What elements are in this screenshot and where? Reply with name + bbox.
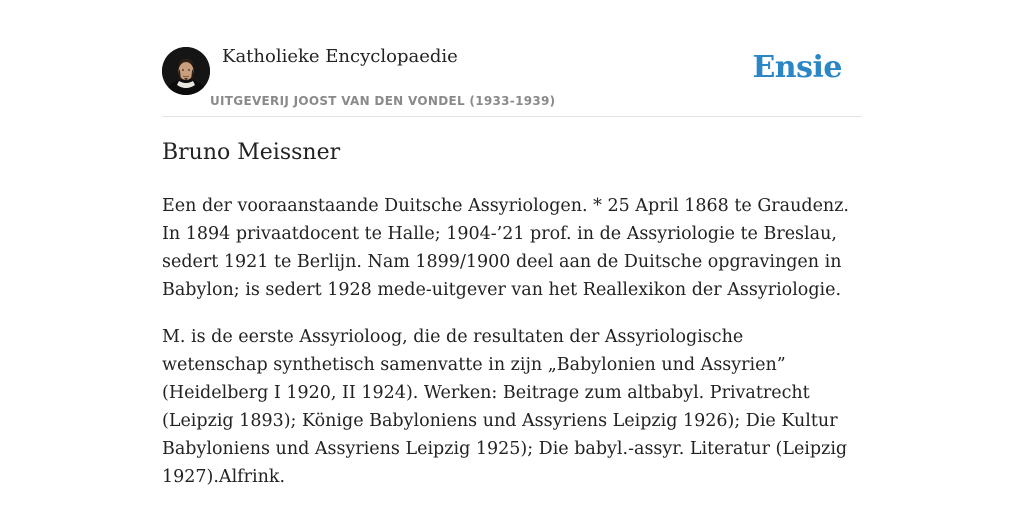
article-paragraph: Een der vooraanstaande Duitsche Assyriologen. * 25 April 1868 te Graudenz. In 1894 privaatdocent te Halle; 1904-’21 prof. in de Assyriologie te Breslau, sedert 1921 te Berlijn. Nam 1899/1900 deel aan de Duitsche opgravingen in Babylon; is sedert 1928 mede-uitgever van het Reallexikon der Assyriologie. (162, 196, 849, 300)
header (162, 44, 862, 117)
article-title: Bruno Meissner (162, 140, 341, 165)
encyclopedia-title[interactable]: Katholieke Encyclopaedie (222, 46, 458, 67)
portrait-avatar-icon[interactable] (162, 47, 210, 95)
ensie-logo[interactable]: Ensie (752, 50, 842, 85)
article-paragraph: M. is de eerste Assyrioloog, die de resultaten der Assyriologische wetenschap synthetisch samenvatte in zijn „Babylonien und Assyrien” (Heidelberg I 1920, II 1924). Werken: Beitrage zum altbabyl. Privatrecht (Leipzig 1893); Könige Babyloniens und Assyriens Leipzig 1926); Die Kultur Babyloniens und Assyriens Leipzig 1925); Die babyl.-assyr. Literatur (Leipzig 1927).Alfrink. (162, 327, 848, 487)
publisher-subtitle: UITGEVERIJ JOOST VAN DEN VONDEL (1933-1939) (210, 94, 556, 108)
article-body (162, 192, 852, 510)
